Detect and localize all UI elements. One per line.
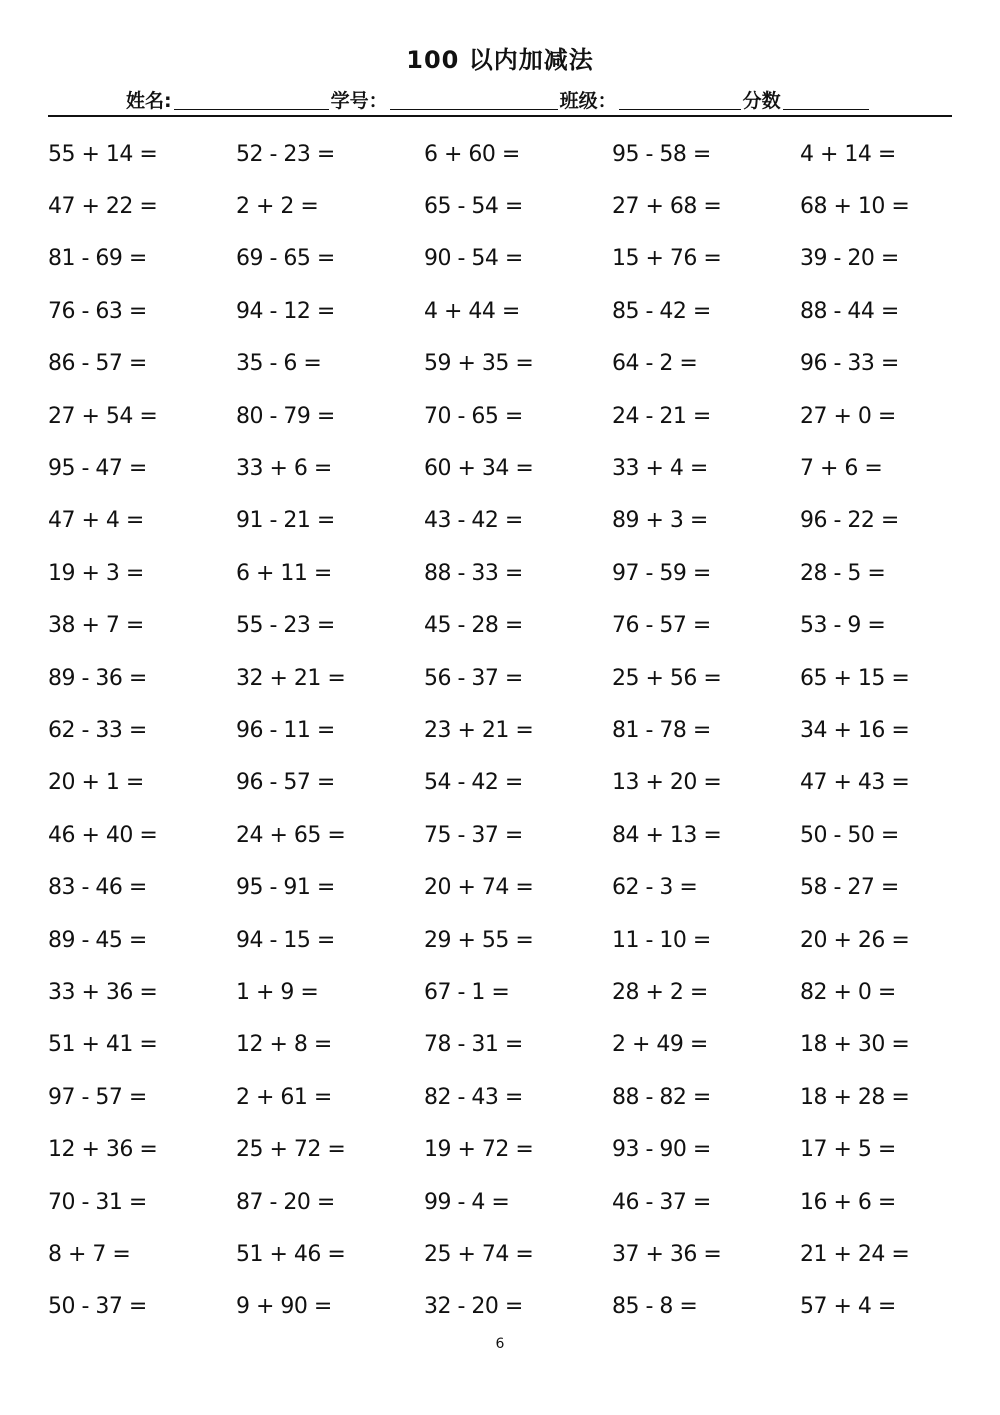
problem-item: 68 + 10 = bbox=[800, 194, 910, 220]
problem-item: 76 - 63 = bbox=[48, 298, 147, 324]
problem-item: 6 + 11 = bbox=[236, 560, 332, 586]
page-title: 100 以内加减法 bbox=[406, 46, 594, 74]
problem-item: 4 + 44 = bbox=[424, 298, 520, 324]
problem-item: 45 - 28 = bbox=[424, 613, 523, 639]
problem-item: 55 + 14 = bbox=[48, 141, 158, 167]
problem-item: 95 - 58 = bbox=[612, 141, 711, 167]
problem-item: 96 - 22 = bbox=[800, 508, 899, 534]
problem-grid bbox=[48, 128, 988, 1333]
problem-item: 34 + 16 = bbox=[800, 717, 910, 743]
problem-item: 80 - 79 = bbox=[236, 403, 335, 429]
page-number: 6 bbox=[495, 1336, 505, 1352]
problem-item: 95 - 91 = bbox=[236, 875, 335, 901]
problem-item: 11 - 10 = bbox=[612, 927, 711, 953]
problem-item: 2 + 61 = bbox=[236, 1084, 332, 1110]
student-number-label: 学号： bbox=[330, 90, 388, 112]
problem-item: 81 - 69 = bbox=[48, 246, 147, 272]
problem-item: 65 + 15 = bbox=[800, 665, 910, 691]
problem-item: 55 - 23 = bbox=[236, 613, 335, 639]
problem-item: 88 - 33 = bbox=[424, 560, 523, 586]
problem-item: 37 + 36 = bbox=[612, 1241, 722, 1267]
student-number-blank bbox=[390, 91, 558, 110]
problem-item: 70 - 65 = bbox=[424, 403, 523, 429]
problem-item: 82 - 43 = bbox=[424, 1084, 523, 1110]
problem-item: 6 + 60 = bbox=[424, 141, 520, 167]
problem-item: 94 - 12 = bbox=[236, 298, 335, 324]
problem-item: 54 - 42 = bbox=[424, 770, 523, 796]
problem-item: 16 + 6 = bbox=[800, 1189, 896, 1215]
problem-item: 24 - 21 = bbox=[612, 403, 711, 429]
problem-item: 65 - 54 = bbox=[424, 194, 523, 220]
score-label: 分数 bbox=[742, 90, 781, 112]
problem-item: 89 - 45 = bbox=[48, 927, 147, 953]
problem-item: 46 - 37 = bbox=[612, 1189, 711, 1215]
problem-item: 85 - 8 = bbox=[612, 1294, 698, 1320]
problem-item: 27 + 68 = bbox=[612, 194, 722, 220]
problem-item: 87 - 20 = bbox=[236, 1189, 335, 1215]
problem-item: 12 + 36 = bbox=[48, 1137, 158, 1163]
problem-item: 29 + 55 = bbox=[424, 927, 534, 953]
problem-item: 32 - 20 = bbox=[424, 1294, 523, 1320]
problem-item: 28 - 5 = bbox=[800, 560, 886, 586]
problem-item: 47 + 43 = bbox=[800, 770, 910, 796]
problem-item: 2 + 49 = bbox=[612, 1032, 708, 1058]
problem-item: 97 - 59 = bbox=[612, 560, 711, 586]
problem-item: 32 + 21 = bbox=[236, 665, 346, 691]
class-label: 班级： bbox=[559, 90, 617, 112]
problem-item: 78 - 31 = bbox=[424, 1032, 523, 1058]
problem-item: 85 - 42 = bbox=[612, 298, 711, 324]
problem-item: 21 + 24 = bbox=[800, 1241, 910, 1267]
problem-item: 9 + 90 = bbox=[236, 1294, 332, 1320]
problem-item: 95 - 47 = bbox=[48, 456, 147, 482]
problem-item: 25 + 72 = bbox=[236, 1137, 346, 1163]
problem-item: 58 - 27 = bbox=[800, 875, 899, 901]
problem-item: 13 + 20 = bbox=[612, 770, 722, 796]
problem-item: 27 + 0 = bbox=[800, 403, 896, 429]
problem-item: 86 - 57 = bbox=[48, 351, 147, 377]
problem-item: 18 + 28 = bbox=[800, 1084, 910, 1110]
problem-item: 88 - 44 = bbox=[800, 298, 899, 324]
problem-item: 50 - 50 = bbox=[800, 822, 899, 848]
problem-item: 89 + 3 = bbox=[612, 508, 708, 534]
problem-item: 76 - 57 = bbox=[612, 613, 711, 639]
problem-item: 19 + 3 = bbox=[48, 560, 144, 586]
problem-item: 51 + 46 = bbox=[236, 1241, 346, 1267]
problem-item: 23 + 21 = bbox=[424, 717, 534, 743]
problem-item: 47 + 22 = bbox=[48, 194, 158, 220]
problem-item: 90 - 54 = bbox=[424, 246, 523, 272]
problem-item: 39 - 20 = bbox=[800, 246, 899, 272]
problem-item: 33 + 6 = bbox=[236, 456, 332, 482]
problem-item: 33 + 36 = bbox=[48, 979, 158, 1005]
problem-item: 60 + 34 = bbox=[424, 456, 534, 482]
problem-item: 25 + 74 = bbox=[424, 1241, 534, 1267]
problem-item: 1 + 9 = bbox=[236, 979, 319, 1005]
problem-item: 15 + 76 = bbox=[612, 246, 722, 272]
problem-item: 70 - 31 = bbox=[48, 1189, 147, 1215]
problem-item: 7 + 6 = bbox=[800, 456, 883, 482]
problem-item: 12 + 8 = bbox=[236, 1032, 332, 1058]
problem-item: 28 + 2 = bbox=[612, 979, 708, 1005]
problem-item: 20 + 26 = bbox=[800, 927, 910, 953]
student-info-fields bbox=[126, 86, 871, 113]
problem-item: 19 + 72 = bbox=[424, 1137, 534, 1163]
problem-item: 59 + 35 = bbox=[424, 351, 534, 377]
problem-item: 89 - 36 = bbox=[48, 665, 147, 691]
problem-item: 35 - 6 = bbox=[236, 351, 322, 377]
problem-item: 4 + 14 = bbox=[800, 141, 896, 167]
problem-item: 38 + 7 = bbox=[48, 613, 144, 639]
score-blank bbox=[783, 91, 869, 110]
problem-item: 51 + 41 = bbox=[48, 1032, 158, 1058]
problem-item: 91 - 21 = bbox=[236, 508, 335, 534]
problem-item: 67 - 1 = bbox=[424, 979, 510, 1005]
problem-item: 56 - 37 = bbox=[424, 665, 523, 691]
problem-item: 52 - 23 = bbox=[236, 141, 335, 167]
problem-item: 2 + 2 = bbox=[236, 194, 319, 220]
student-info-line bbox=[48, 85, 952, 117]
class-blank bbox=[619, 91, 741, 110]
problem-item: 57 + 4 = bbox=[800, 1294, 896, 1320]
problem-item: 96 - 57 = bbox=[236, 770, 335, 796]
problem-item: 99 - 4 = bbox=[424, 1189, 510, 1215]
problem-item: 62 - 3 = bbox=[612, 875, 698, 901]
problem-item: 20 + 1 = bbox=[48, 770, 144, 796]
problem-item: 24 + 65 = bbox=[236, 822, 346, 848]
problem-item: 33 + 4 = bbox=[612, 456, 708, 482]
problem-item: 47 + 4 = bbox=[48, 508, 144, 534]
problem-item: 93 - 90 = bbox=[612, 1137, 711, 1163]
problem-item: 69 - 65 = bbox=[236, 246, 335, 272]
problem-item: 50 - 37 = bbox=[48, 1294, 147, 1320]
problem-item: 84 + 13 = bbox=[612, 822, 722, 848]
problem-item: 96 - 11 = bbox=[236, 717, 335, 743]
problem-item: 62 - 33 = bbox=[48, 717, 147, 743]
problem-item: 75 - 37 = bbox=[424, 822, 523, 848]
problem-item: 64 - 2 = bbox=[612, 351, 698, 377]
problem-item: 88 - 82 = bbox=[612, 1084, 711, 1110]
problem-item: 25 + 56 = bbox=[612, 665, 722, 691]
problem-item: 8 + 7 = bbox=[48, 1241, 131, 1267]
name-label: 姓名: bbox=[126, 90, 172, 112]
problem-item: 94 - 15 = bbox=[236, 927, 335, 953]
problem-item: 27 + 54 = bbox=[48, 403, 158, 429]
problem-item: 81 - 78 = bbox=[612, 717, 711, 743]
problem-item: 20 + 74 = bbox=[424, 875, 534, 901]
problem-item: 96 - 33 = bbox=[800, 351, 899, 377]
problem-item: 43 - 42 = bbox=[424, 508, 523, 534]
problem-item: 18 + 30 = bbox=[800, 1032, 910, 1058]
problem-item: 83 - 46 = bbox=[48, 875, 147, 901]
problem-item: 17 + 5 = bbox=[800, 1137, 896, 1163]
problem-item: 53 - 9 = bbox=[800, 613, 886, 639]
problem-item: 97 - 57 = bbox=[48, 1084, 147, 1110]
problem-item: 82 + 0 = bbox=[800, 979, 896, 1005]
name-blank bbox=[174, 91, 329, 110]
problem-item: 46 + 40 = bbox=[48, 822, 158, 848]
